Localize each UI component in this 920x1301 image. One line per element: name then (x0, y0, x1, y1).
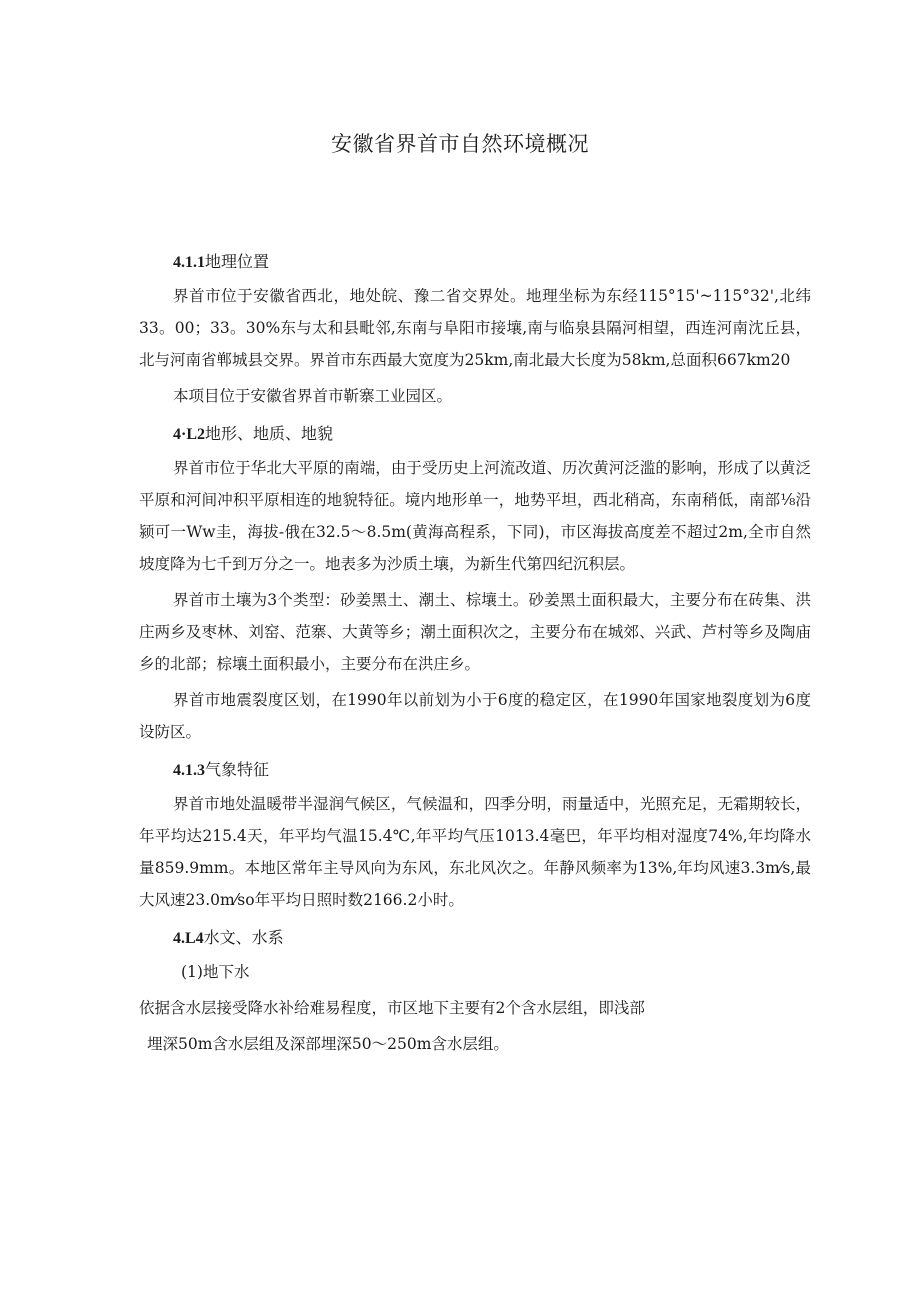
paragraph-location: 界首市位于安徽省西北，地处皖、豫二省交界处。地理坐标为东经115°15'~115°32',北纬33。00；33。30%东与太和县毗邻,东南与阜阳市接壤,南与临泉县隔河相望，西连河南沈丘县，北与河南省郸城县交界。界首市东西最大宽度为25km,南北最大长度为58km,总面积667km20 (139, 287, 811, 369)
section-heading-location (139, 244, 811, 280)
section-label: 水文、水系 (203, 928, 284, 947)
section-heading-climate (139, 752, 811, 788)
paragraph-project-site: 本项目位于安徽省界首市靳寨工业园区。 (173, 387, 453, 405)
section-heading-terrain (139, 416, 811, 452)
paragraph-climate: 界首市地处温暖带半湿润气候区，气候温和，四季分明，雨量适中，光照充足，无霜期较长，年平均达215.4天，年平均气温15.4℃,年平均气压1013.4毫巴，年平均相对湿度74%,年均降水量859.9mm。本地区常年主导风向为东风，东北风次之。年静风频率为13%,年均风速3.3m⁄s,最大风速23.0m⁄so年平均日照时数2166.2小时。 (139, 795, 811, 909)
section-number: 4.1.3 (173, 762, 205, 779)
section-heading-hydrology (139, 920, 811, 956)
section-number: 4.1.1 (173, 254, 205, 271)
section-label: 气象特征 (205, 760, 270, 779)
section-label: 地形、地质、地貌 (205, 424, 334, 443)
document-body (139, 244, 811, 1064)
paragraph-soil: 界首市土壤为3个类型：砂姜黑土、潮土、棕壤土。砂姜黑土面积最大，主要分布在砖集、洪庄两乡及枣林、刘窑、范寨、大黄等乡；潮土面积次之，主要分布在城郊、兴武、芦村等乡及陶庙乡的北部；棕壤土面积最小，主要分布在洪庄乡。 (139, 591, 811, 673)
section-number: 4.L4 (173, 930, 204, 947)
page-title: 安徽省界首市自然环境概况 (331, 132, 589, 156)
section-number: 4·L2 (173, 426, 206, 443)
paragraph-terrain: 界首市位于华北大平原的南端，由于受历史上河流改道、历次黄河泛滥的影响，形成了以黄泛平原和河间冲积平原相连的地貌特征。境内地形单一，地势平坦，西北稍高，东南稍低，南部⅛沿颍可一Ww圭，海拔-俄在32.5～8.5m(黄海高程系，下同)，市区海拔高度差不超过2m,全市自然坡度降为七千到万分之一。地表多为沙质土壤，为新生代第四纪沉积层。 (139, 459, 811, 573)
section-label: 地理位置 (205, 252, 270, 271)
paragraph-seismic: 界首市地震裂度区划，在1990年以前划为小于6度的稳定区，在1990年国家地裂度划为6度设防区。 (139, 691, 811, 741)
paragraph-aquifer-depth: 埋深50m含水层组及深部埋深50～250m含水层组。 (147, 1035, 509, 1053)
paragraph-aquifer: 依据含水层接受降水补给难易程度，市区地下主要有2个含水层组，即浅部 (139, 999, 645, 1017)
paragraph-groundwater-label: (1)地下水 (181, 963, 250, 981)
